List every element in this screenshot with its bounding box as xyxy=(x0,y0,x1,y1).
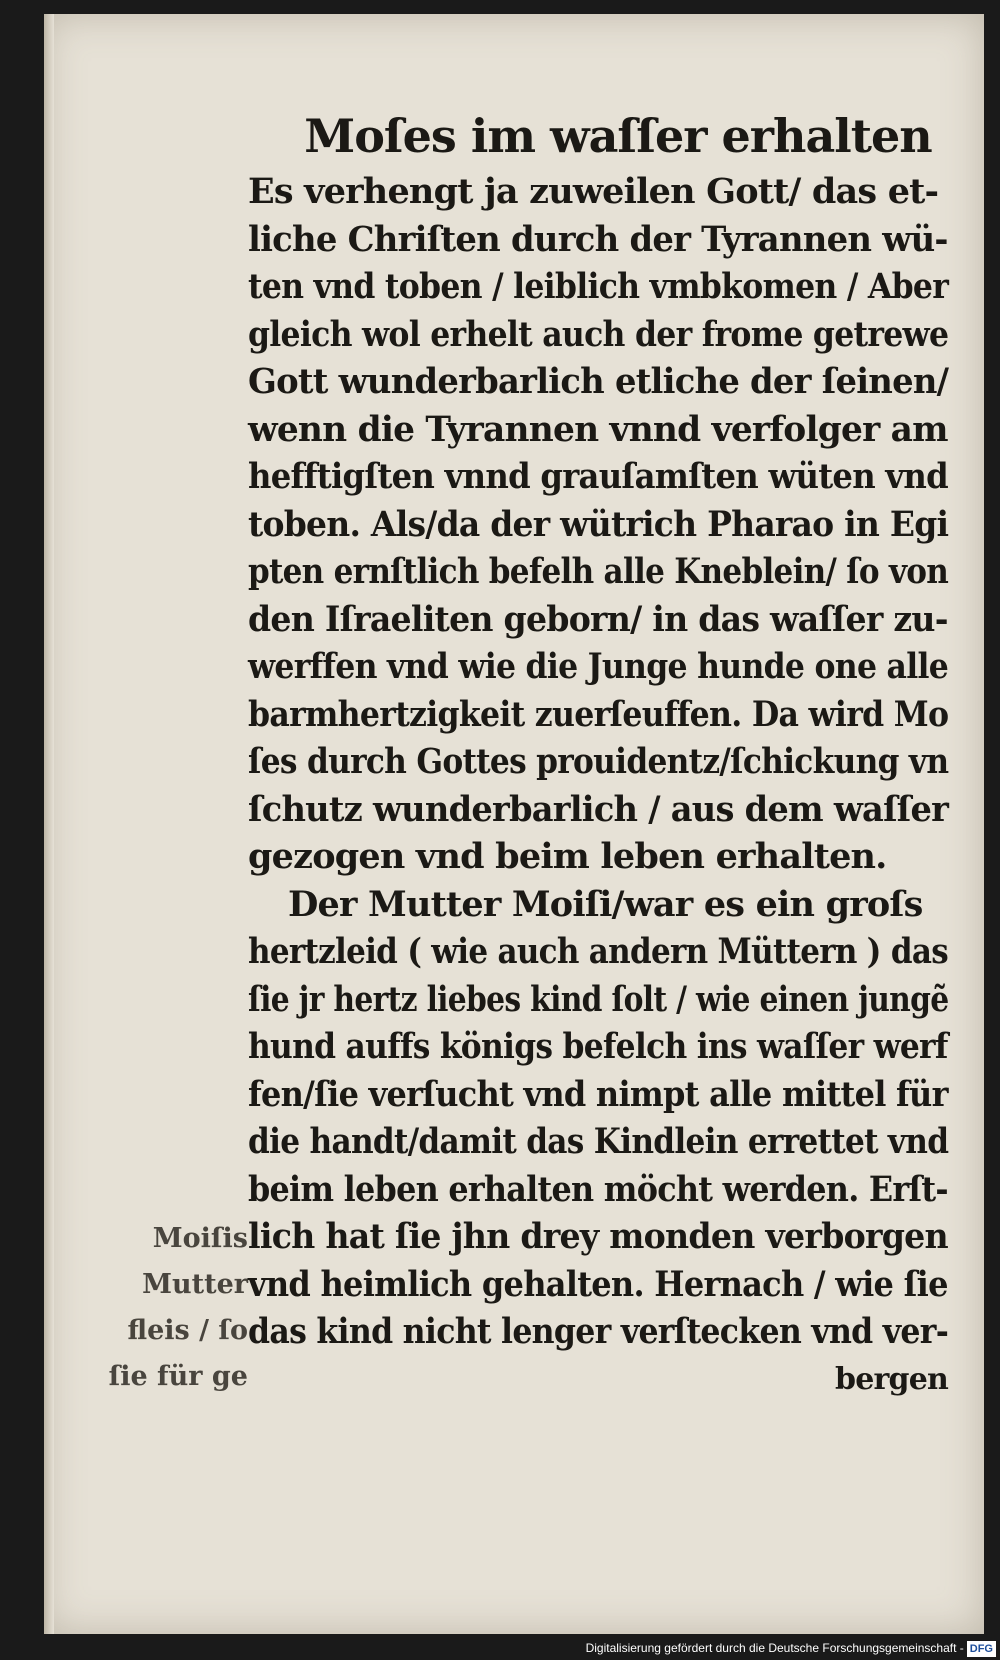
catchword: bergen xyxy=(835,1361,948,1397)
text-line: ſie jr hertz liebes kind ſolt / wie einen jungẽ xyxy=(248,978,949,1020)
text-line: barmhertzigkeit zuerſeuffen. Da wird Mo xyxy=(248,693,949,735)
page-edge xyxy=(44,14,54,1634)
footer-text: Digitalisierung gefördert durch die Deutsche Forschungsgemeinschaft - xyxy=(585,1641,964,1655)
text-line: die handt/damit das Kindlein errettet vnd xyxy=(248,1121,949,1162)
marginal-note-line: fleis / ſo xyxy=(127,1315,248,1346)
text-line: liche Chriſten durch der Tyrannen wü- xyxy=(248,218,948,260)
marginal-note xyxy=(108,1216,248,1400)
text-line: lich hat ſie jhn drey monden verborgen xyxy=(248,1216,948,1257)
text-line: ſes durch Gottes prouidentz/ſchickung vn xyxy=(248,741,949,782)
text-line: das kind nicht lenger verſtecken vnd ver- xyxy=(248,1311,949,1352)
main-text-block xyxy=(248,106,948,1403)
text-line: hund auffs königs befelch ins waſſer werf xyxy=(248,1026,948,1067)
text-line: gezogen vnd beim leben erhalten. xyxy=(248,836,887,877)
dfg-logo: DFG xyxy=(967,1641,996,1657)
text-line: beim leben erhalten möcht werden. Erſt- xyxy=(248,1168,948,1210)
marginal-note-line: Mutter xyxy=(142,1269,248,1300)
text-line: Gott wunderbarlich etliche der ſeinen/ xyxy=(248,361,949,402)
text-line: toben. Als/da der wütrich Pharao in Egi xyxy=(248,503,949,545)
text-line: ſchutz wunderbarlich / aus dem waſſer xyxy=(248,788,949,830)
text-line: den Iſraeliten geborn/ in das waſſer zu- xyxy=(248,598,948,640)
text-line: werffen vnd wie die Junge hunde one alle xyxy=(248,646,949,687)
text-line: gleich wol erhelt auch der frome getrewe xyxy=(248,313,949,355)
marginal-note-line: Moiſis xyxy=(152,1223,248,1254)
page-heading: Moſes im waſſer erhalten xyxy=(304,109,932,163)
digitization-footer xyxy=(586,1638,996,1658)
marginal-note-line: ſie für ge xyxy=(108,1361,248,1392)
text-line: Der Mutter Moiſi/war es ein groſs xyxy=(288,883,923,925)
text-line: vnd heimlich gehalten. Hernach / wie ſie xyxy=(248,1263,948,1305)
text-line: pten ernſtlich befelh alle Kneblein/ ſo von xyxy=(248,551,949,592)
text-line: ten vnd toben / leiblich vmbkomen / Aber xyxy=(248,266,949,307)
book-page xyxy=(44,14,984,1634)
text-line: fen/ſie verſucht vnd nimpt alle mittel für xyxy=(248,1073,948,1115)
text-line: wenn die Tyrannen vnnd verfolger am xyxy=(248,408,948,450)
text-line: hefftigſten vnnd grauſamſten wüten vnd xyxy=(248,456,948,497)
text-line: Es verhengt ja zuweilen Gott/ das et- xyxy=(248,171,939,212)
text-line: hertzleid ( wie auch andern Müttern ) das xyxy=(248,931,948,972)
